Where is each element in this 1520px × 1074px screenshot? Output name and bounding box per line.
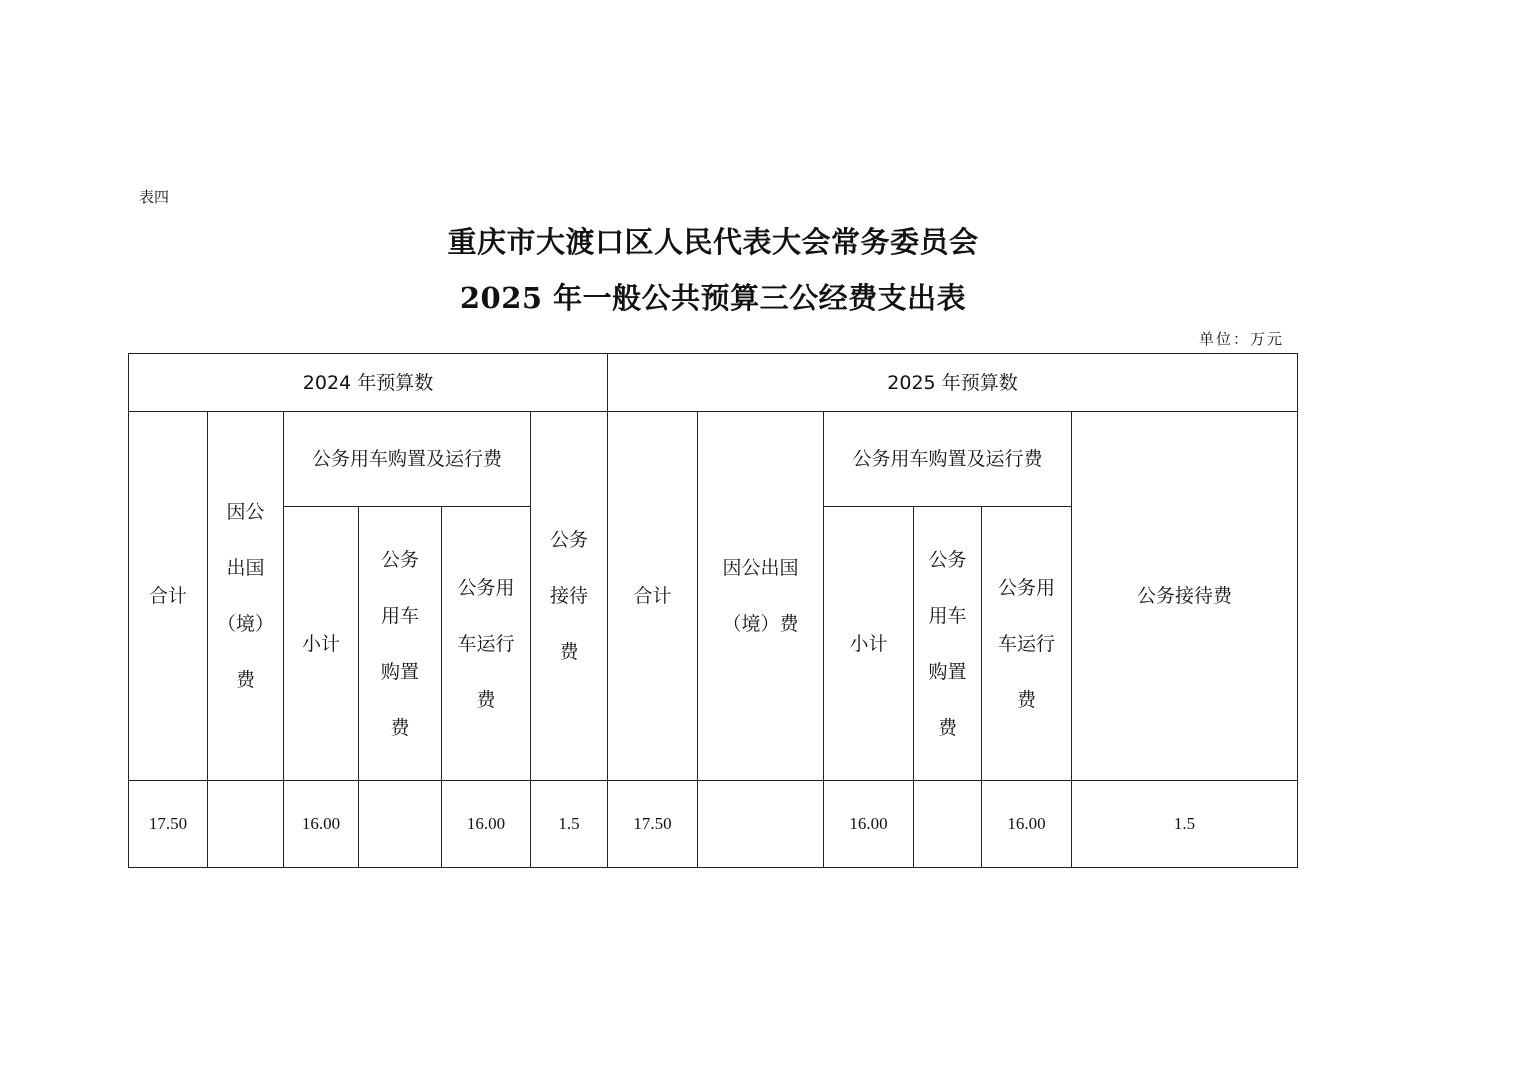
document-title-line-2: 2025 年一般公共预算三公经费支出表 <box>459 281 967 315</box>
y2024-travel-abroad-value <box>208 781 284 868</box>
y2024-subtotal-header: 小计 <box>284 507 359 781</box>
y2024-total-value: 17.50 <box>129 781 208 868</box>
y2024-vehicle-purchase-header: 公务 用车 购置 费 <box>359 507 442 781</box>
y2025-travel-abroad-header: 因公出国 （境）费 <box>698 412 824 781</box>
y2024-vehicle-operation-value: 16.00 <box>442 781 531 868</box>
year-header-row <box>129 354 1298 412</box>
y2024-reception-value: 1.5 <box>531 781 608 868</box>
y2024-vehicle-purchase-value <box>359 781 442 868</box>
budget-table <box>128 353 1298 868</box>
y2024-subtotal-value: 16.00 <box>284 781 359 868</box>
unit-label: 单位：万元 <box>1199 330 1285 348</box>
y2025-vehicle-group-header: 公务用车购置及运行费 <box>824 412 1072 507</box>
year-2025-header: 2025 年预算数 <box>608 354 1298 412</box>
y2025-vehicle-operation-header: 公务用 车运行 费 <box>982 507 1072 781</box>
y2025-total-header: 合计 <box>608 412 698 781</box>
y2024-total-header: 合计 <box>129 412 208 781</box>
y2025-travel-abroad-value <box>698 781 824 868</box>
y2024-travel-abroad-header: 因公 出国 （境） 费 <box>208 412 284 781</box>
document-title-line-1: 重庆市大渡口区人民代表大会常务委员会 <box>447 225 979 259</box>
y2025-reception-header: 公务接待费 <box>1072 412 1298 781</box>
y2024-vehicle-group-header: 公务用车购置及运行费 <box>284 412 531 507</box>
y2025-subtotal-value: 16.00 <box>824 781 914 868</box>
table-number-label: 表四 <box>139 188 170 206</box>
table-row <box>129 781 1298 868</box>
year-2024-header: 2024 年预算数 <box>129 354 608 412</box>
y2024-vehicle-operation-header: 公务用 车运行 费 <box>442 507 531 781</box>
category-header-row <box>129 412 1298 507</box>
y2025-vehicle-operation-value: 16.00 <box>982 781 1072 868</box>
y2025-total-value: 17.50 <box>608 781 698 868</box>
y2025-subtotal-header: 小计 <box>824 507 914 781</box>
y2025-reception-value: 1.5 <box>1072 781 1298 868</box>
y2025-vehicle-purchase-value <box>914 781 982 868</box>
y2024-reception-header: 公务 接待 费 <box>531 412 608 781</box>
y2025-vehicle-purchase-header: 公务 用车 购置 费 <box>914 507 982 781</box>
